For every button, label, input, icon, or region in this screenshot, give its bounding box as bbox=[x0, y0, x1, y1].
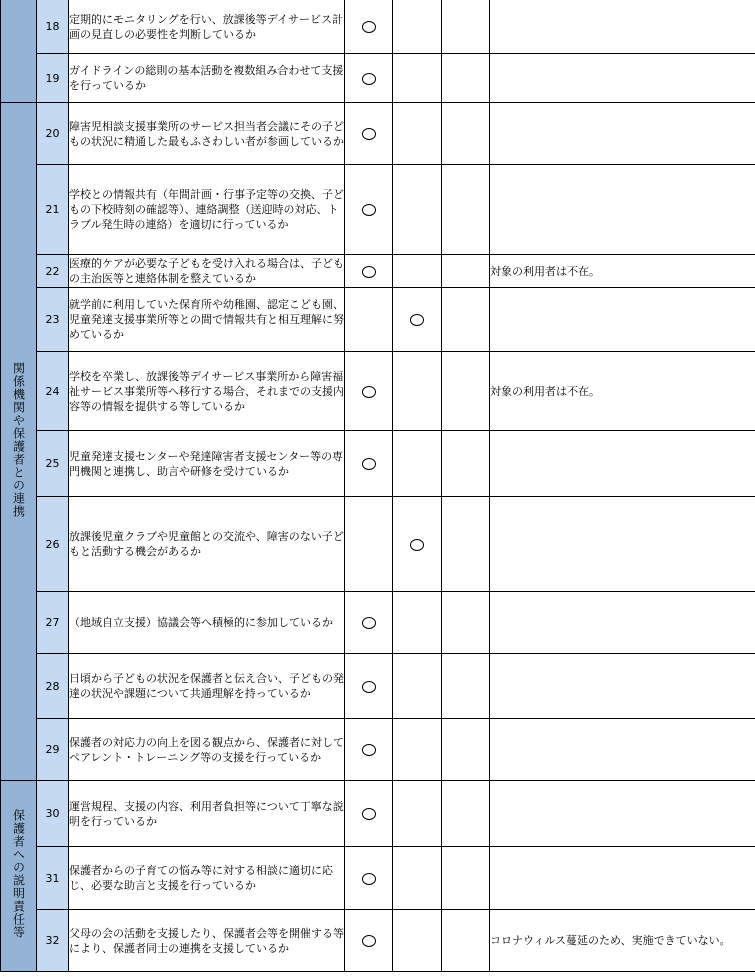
table-row bbox=[1, 719, 755, 781]
note-cell bbox=[490, 654, 755, 719]
circle-mark-icon bbox=[362, 128, 376, 140]
answer-cell-1 bbox=[345, 288, 393, 352]
item-number: 32 bbox=[37, 910, 69, 972]
item-text: 児童発達支援センターや発達障害者支援センター等の専門機関と連携し、助言や研修を受けているか bbox=[69, 431, 345, 497]
note-cell: 対象の利用者は不在。 bbox=[490, 255, 755, 288]
answer-cell-2 bbox=[393, 103, 442, 165]
note-cell bbox=[490, 431, 755, 497]
answer-cell-1 bbox=[345, 165, 393, 255]
answer-cell-1 bbox=[345, 781, 393, 847]
item-number: 21 bbox=[37, 165, 69, 255]
note-cell bbox=[490, 288, 755, 352]
answer-cell-1 bbox=[345, 431, 393, 497]
item-number: 31 bbox=[37, 847, 69, 910]
circle-mark-icon bbox=[362, 808, 376, 820]
answer-cell-1 bbox=[345, 592, 393, 654]
table-row bbox=[1, 847, 755, 910]
table-row bbox=[1, 654, 755, 719]
answer-cell-3 bbox=[442, 165, 490, 255]
note-cell: 対象の利用者は不在。 bbox=[490, 352, 755, 431]
answer-cell-3 bbox=[442, 352, 490, 431]
table-row bbox=[1, 352, 755, 431]
item-number: 23 bbox=[37, 288, 69, 352]
item-number: 19 bbox=[37, 54, 69, 103]
circle-mark-icon bbox=[362, 681, 376, 693]
answer-cell-2 bbox=[393, 255, 442, 288]
table-row bbox=[1, 54, 755, 103]
answer-cell-2 bbox=[393, 654, 442, 719]
table-row bbox=[1, 497, 755, 592]
item-number: 22 bbox=[37, 255, 69, 288]
circle-mark-icon bbox=[362, 617, 376, 629]
answer-cell-3 bbox=[442, 255, 490, 288]
answer-cell-2 bbox=[393, 847, 442, 910]
table-row bbox=[1, 431, 755, 497]
answer-cell-1 bbox=[345, 497, 393, 592]
table-row bbox=[1, 103, 755, 165]
answer-cell-2 bbox=[393, 910, 442, 972]
answer-cell-1 bbox=[345, 54, 393, 103]
item-number: 29 bbox=[37, 719, 69, 781]
circle-mark-icon bbox=[362, 73, 376, 85]
answer-cell-1 bbox=[345, 719, 393, 781]
answer-cell-3 bbox=[442, 288, 490, 352]
answer-cell-2 bbox=[393, 54, 442, 103]
answer-cell-1 bbox=[345, 847, 393, 910]
item-text: （地域自立支援）協議会等へ積極的に参加しているか bbox=[69, 592, 345, 654]
item-number: 30 bbox=[37, 781, 69, 847]
category-cell bbox=[1, 781, 37, 972]
note-cell: コロナウィルス蔓延のため、実施できていない。 bbox=[490, 910, 755, 972]
answer-cell-2 bbox=[393, 719, 442, 781]
item-text: 就学前に利用していた保育所や幼稚園、認定こども園、児童発達支援事業所等との間で情報共有と相互理解に努めているか bbox=[69, 288, 345, 352]
category-label: 保護者への説明責任等 bbox=[11, 809, 26, 939]
answer-cell-1 bbox=[345, 255, 393, 288]
answer-cell-1 bbox=[345, 352, 393, 431]
answer-cell-3 bbox=[442, 654, 490, 719]
answer-cell-3 bbox=[442, 592, 490, 654]
answer-cell-2 bbox=[393, 497, 442, 592]
answer-cell-2 bbox=[393, 0, 442, 54]
item-number: 28 bbox=[37, 654, 69, 719]
answer-cell-1 bbox=[345, 910, 393, 972]
note-cell bbox=[490, 719, 755, 781]
note-cell bbox=[490, 847, 755, 910]
table-row bbox=[1, 910, 755, 972]
category-cell bbox=[1, 0, 37, 103]
evaluation-table-body bbox=[1, 0, 755, 972]
table-row bbox=[1, 165, 755, 255]
answer-cell-1 bbox=[345, 0, 393, 54]
item-number: 27 bbox=[37, 592, 69, 654]
category-cell bbox=[1, 103, 37, 781]
answer-cell-1 bbox=[345, 103, 393, 165]
circle-mark-icon bbox=[362, 21, 376, 33]
item-text: 放課後児童クラブや児童館との交流や、障害のない子どもと活動する機会があるか bbox=[69, 497, 345, 592]
circle-mark-icon bbox=[410, 314, 424, 326]
circle-mark-icon bbox=[362, 386, 376, 398]
answer-cell-3 bbox=[442, 103, 490, 165]
item-text: 保護者からの子育ての悩み等に対する相談に適切に応じ、必要な助言と支援を行っているか bbox=[69, 847, 345, 910]
item-number: 25 bbox=[37, 431, 69, 497]
note-cell bbox=[490, 103, 755, 165]
item-text: 運営規程、支援の内容、利用者負担等について丁寧な説明を行っているか bbox=[69, 781, 345, 847]
item-text: 学校との情報共有（年間計画・行事予定等の交換、子どもの下校時刻の確認等）、連絡調整（送迎時の対応、トラブル発生時の連絡）を適切に行っているか bbox=[69, 165, 345, 255]
item-text: 障害児相談支援事業所のサービス担当者会議にその子どもの状況に精通した最もふさわしい者が参画しているか bbox=[69, 103, 345, 165]
item-text: 学校を卒業し、放課後等デイサービス事業所から障害福祉サービス事業所等へ移行する場合、それまでの支援内容等の情報を提供する等しているか bbox=[69, 352, 345, 431]
circle-mark-icon bbox=[362, 873, 376, 885]
answer-cell-2 bbox=[393, 352, 442, 431]
item-text: 日頃から子どもの状況を保護者と伝え合い、子どもの発達の状況や課題について共通理解を持っているか bbox=[69, 654, 345, 719]
circle-mark-icon bbox=[362, 935, 376, 947]
answer-cell-3 bbox=[442, 54, 490, 103]
item-text: 保護者の対応力の向上を図る観点から、保護者に対してペアレント・トレーニング等の支援を行っているか bbox=[69, 719, 345, 781]
answer-cell-3 bbox=[442, 497, 490, 592]
item-number: 24 bbox=[37, 352, 69, 431]
item-text: 父母の会の活動を支援したり、保護者会等を開催する等により、保護者同士の連携を支援しているか bbox=[69, 910, 345, 972]
answer-cell-3 bbox=[442, 910, 490, 972]
answer-cell-3 bbox=[442, 0, 490, 54]
circle-mark-icon bbox=[362, 266, 376, 278]
circle-mark-icon bbox=[410, 539, 424, 551]
category-label: 関係機関や保護者との連携 bbox=[11, 361, 26, 518]
answer-cell-3 bbox=[442, 431, 490, 497]
table-row bbox=[1, 255, 755, 288]
item-text: 定期的にモニタリングを行い、放課後等デイサービス計画の見直しの必要性を判断しているか bbox=[69, 0, 345, 54]
circle-mark-icon bbox=[362, 458, 376, 470]
answer-cell-2 bbox=[393, 165, 442, 255]
note-cell bbox=[490, 165, 755, 255]
item-number: 26 bbox=[37, 497, 69, 592]
table-row bbox=[1, 288, 755, 352]
note-cell bbox=[490, 497, 755, 592]
item-number: 20 bbox=[37, 103, 69, 165]
table-row bbox=[1, 781, 755, 847]
note-cell bbox=[490, 592, 755, 654]
answer-cell-2 bbox=[393, 288, 442, 352]
item-text: 医療的ケアが必要な子どもを受け入れる場合は、子どもの主治医等と連絡体制を整えているか bbox=[69, 255, 345, 288]
circle-mark-icon bbox=[362, 744, 376, 756]
answer-cell-2 bbox=[393, 592, 442, 654]
answer-cell-1 bbox=[345, 654, 393, 719]
table-row bbox=[1, 592, 755, 654]
note-cell bbox=[490, 54, 755, 103]
circle-mark-icon bbox=[362, 204, 376, 216]
note-cell bbox=[490, 781, 755, 847]
note-cell bbox=[490, 0, 755, 54]
answer-cell-3 bbox=[442, 847, 490, 910]
answer-cell-3 bbox=[442, 781, 490, 847]
answer-cell-3 bbox=[442, 719, 490, 781]
item-text: ガイドラインの総則の基本活動を複数組み合わせて支援を行っているか bbox=[69, 54, 345, 103]
table-row bbox=[1, 0, 755, 54]
answer-cell-2 bbox=[393, 431, 442, 497]
answer-cell-2 bbox=[393, 781, 442, 847]
item-number: 18 bbox=[37, 0, 69, 54]
